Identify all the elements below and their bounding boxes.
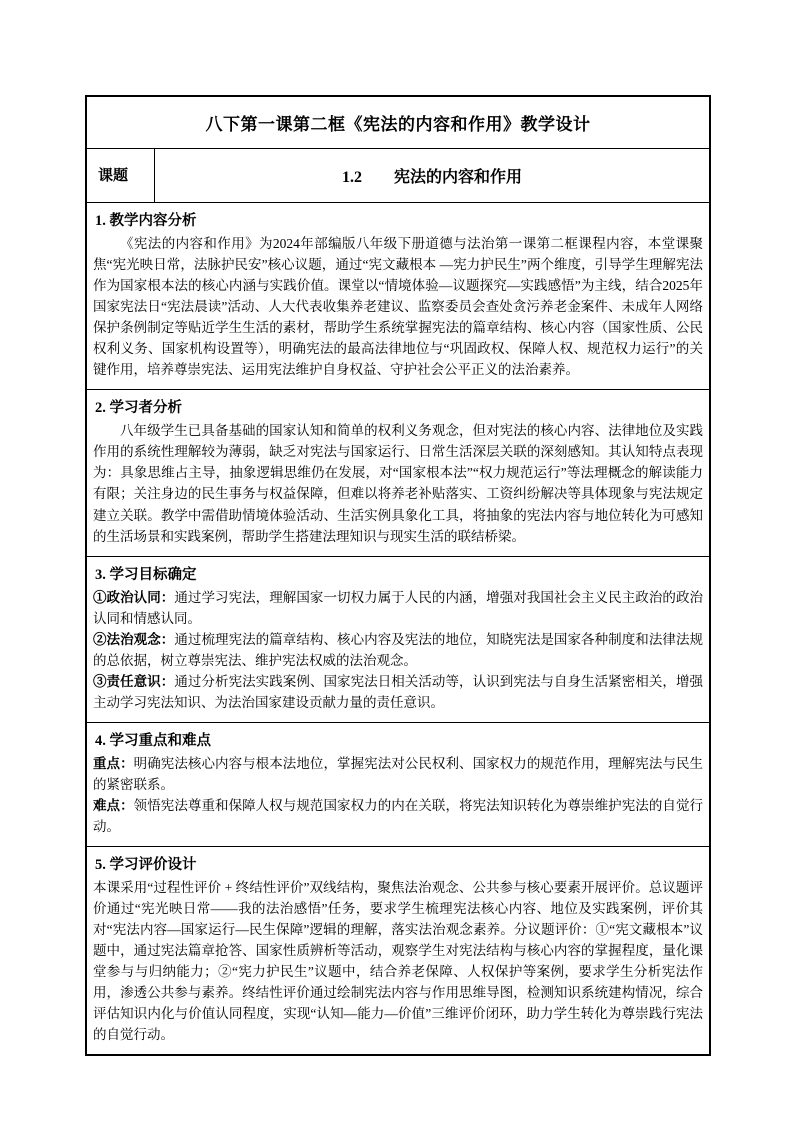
topic-value: 1.2 宪法的内容和作用 [341, 169, 522, 186]
section-3-heading: 3. 学习目标确定 [95, 566, 197, 583]
goal-item-text: 通过梳理宪法的篇章结构、核心内容及宪法的地位，知晓宪法是国家各种制度和法律法规的总依据，树立尊崇宪法、维护宪法权威的法治观念。 [93, 631, 704, 668]
teaching-design-table [85, 95, 711, 1056]
section-2-body: 八年级学生已具备基础的国家认知和简单的权利义务观念，但对宪法的核心内容、法律地位及实践作用的系统性理解较为薄弱，缺乏对宪法与国家运行、日常生活深层关联的深刻感知。其认知特点表现为：具象思维占主导，抽象逻辑思维仍在发展，对“国家根本法”“权力规范运行”等法理概念的解读能力有限；关注身边的民生事务与权益保障，但难以将养老补贴落实、工资纠纷解决等具体现象与宪法规定建立关联。教学中需借助情境体验活动、生活实例具象化工具，将抽象的宪法内容与地位转化为可感知的生活场景和实践案例，帮助学生搭建法理知识与现实生活的联结桥梁。 [93, 423, 703, 544]
goal-item-label: ③责任意识： [93, 673, 175, 689]
topic-row [87, 149, 709, 203]
section-key-points-difficulties [87, 723, 709, 847]
goal-item-label: ②法治观念： [93, 631, 175, 647]
goal-item-text: 通过分析宪法实践案例、国家宪法日相关活动等，认识到宪法与自身生活紧密相关，增强主动学习宪法知识、为法治国家建设贡献力量的责任意识。 [93, 673, 704, 710]
goal-item-responsibility [93, 671, 703, 713]
difficulty-item [93, 795, 703, 837]
section-5-heading: 5. 学习评价设计 [95, 857, 197, 874]
goal-item-rule-of-law [93, 629, 703, 671]
difficulty-text: 领悟宪法尊重和保障人权与规范国家权力的内在关联，将宪法知识转化为尊崇维护宪法的自觉行动。 [93, 797, 704, 835]
key-point-text: 明确宪法核心内容与根本法地位，掌握宪法对公民权利、国家权力的规范作用，理解宪法与民生的紧密联系。 [93, 755, 704, 792]
section-evaluation-design [87, 847, 709, 1054]
key-point-label: 重点： [93, 755, 134, 771]
difficulty-label: 难点： [93, 797, 134, 813]
section-1-heading: 1. 教学内容分析 [95, 213, 197, 229]
section-2-heading: 2. 学习者分析 [95, 400, 182, 417]
section-4-heading: 4. 学习重点和难点 [95, 732, 211, 749]
section-teaching-content-analysis [87, 203, 709, 390]
goal-item-political-identity [93, 587, 703, 629]
goal-item-label: ①政治认同： [93, 589, 175, 605]
section-1-body: 《宪法的内容和作用》为2024年部编版八年级下册道德与法治第一课第二框课程内容，本堂课聚焦“宪光映日常，法脉护民安”核心议题，通过“宪文藏根本 —宪力护民生”两个维度，引导学生理解宪法作为国家根本法的核心内涵与实践价值。课堂以“情境体验—议题探究—实践感悟”为主线，结合2025年国家宪法日“宪法晨读”活动、人大代表收集养老建议、监察委员会查处贪污养老金案件、未成年人网络保护条例制定等贴近学生生活的素材，帮助学生系统掌握宪法的篇章结构、核心内容（国家性质、公民权利义务、国家机构设置等），明确宪法的最高法律地位与“巩固政权、保障人权、规范权力运行”的关键作用，培养尊崇宪法、运用宪法维护自身权益、守护社会公平正义的法治素养。 [93, 236, 703, 378]
document-title: 八下第一课第二框《宪法的内容和作用》教学设计 [87, 97, 709, 149]
goal-item-text: 通过学习宪法，理解国家一切权力属于人民的内涵，增强对我国社会主义民主政治的政治认同和情感认同。 [93, 589, 704, 626]
topic-label: 课题 [87, 149, 155, 202]
key-point-item [93, 753, 703, 795]
section-5-body: 本课采用“过程性评价 + 终结性评价”双线结构，聚焦法治观念、公共参与核心要素开展评价。总议题评价通过“宪光映日常——我的法治感悟”任务，要求学生梳理宪法核心内容、地位及实践案例，评价其对“宪法内容—国家运行—民生保障”逻辑的理解，落实法治观念素养。分议题评价：①“宪文藏根本”议题中，通过宪法篇章抢答、国家性质辨析等活动，观察学生对宪法结构与核心内容的掌握程度，量化课堂参与与归纳能力；②“宪力护民生”议题中，结合养老保障、人权保护等案例，要求学生分析宪法作用，渗透公共参与素养。终结性评价通过绘制宪法内容与作用思维导图，检测知识系统建构情况，综合评估知识内化与价值认同程度，实现“认知—能力—价值”三维评价闭环，助力学生转化为尊崇践行宪法的自觉行动。 [93, 880, 703, 1043]
section-learning-goals [87, 557, 709, 723]
section-learner-analysis [87, 390, 709, 556]
